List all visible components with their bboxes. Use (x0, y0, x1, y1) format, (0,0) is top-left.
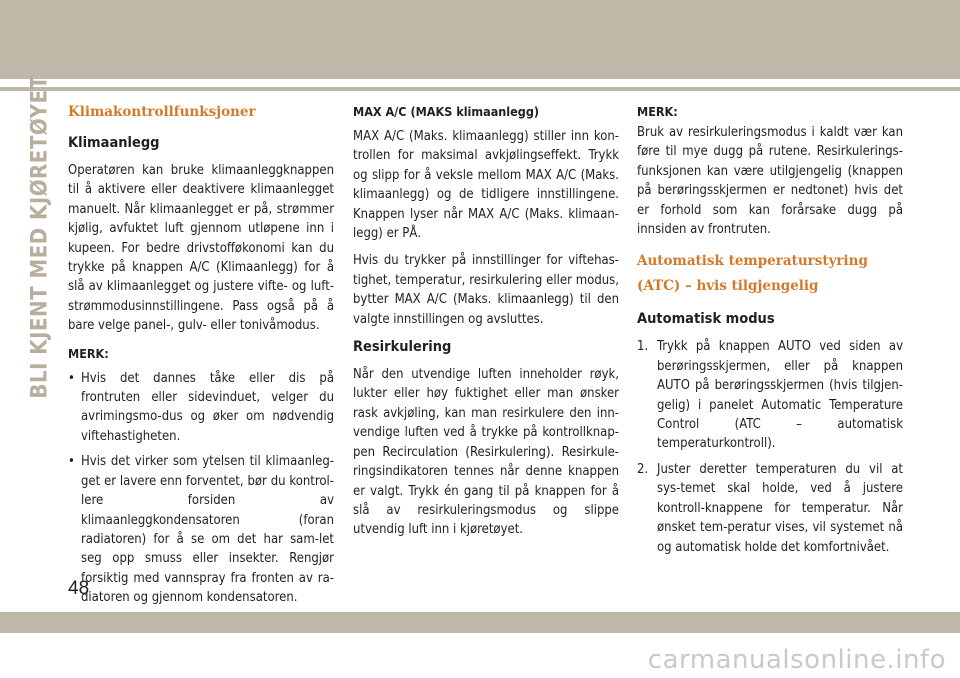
paragraph-recirc-note: Bruk av resirkuleringsmodus i kaldt vær kan føre til mye dugg på rutene. Resirkulerings-funksjonen kan være utilgjengelig (knappen på berøringsskjermen er nedtonet) hvis det er forhold som kan forårsake dugg på innsiden av frontruten. (637, 125, 903, 238)
step-text: Trykk på knappen AUTO ved siden av berøringsskjermen, eller på knappen AUTO på berøringsskjermen (hvis tilgjen-gelig) i panelet Automatic Temperature Control (ATC – automatisk temperaturkontroll). (657, 339, 903, 452)
section-heading-climate-functions: Klimakontrollfunksjoner (68, 104, 256, 120)
page-number: 48 (68, 578, 90, 599)
paragraph-max-ac-2: Hvis du trykker på innstillinger for viftehas-tighet, temperatur, resirkulering eller modus, bytter MAX A/C (Maks. klimaanlegg) til den valgte innstillingen og avsluttes. (353, 253, 619, 327)
note-label: MERK: (68, 345, 109, 361)
list-item (637, 460, 903, 557)
note-label: MERK: (637, 104, 678, 119)
subheading-automatic-mode: Automatisk modus (637, 311, 775, 328)
paragraph-ac-intro: Operatøren kan bruke klimaanleggknappen til å aktivere eller deaktivere klimaanlegget manuelt. Når klimaanlegget er på, strømmer kjølig, avfuktet luft gjennom utløpene inn i kupeen. For bedre drivstofføkonomi kan du trykke på knappen A/C (Klimaanlegg) for å slå av klimaanlegget og justere vifte- og luft-strømmodusinnstillingene. Pass også på å bare velge panel-, gulv- eller tonivåmodus. (68, 163, 334, 334)
column-left (68, 102, 334, 614)
list-item (637, 337, 903, 453)
step-text: Juster deretter temperaturen du vil at sys-temet skal holde, ved å justere kontroll-knappene for temperatur. Når ønsket tem-peratur vises, vil systemet nå og automatisk holde det komfortnivået. (657, 461, 903, 555)
heading-max-ac: MAX A/C (MAKS klimaanlegg) (353, 104, 540, 119)
paragraph-max-ac-1: MAX A/C (Maks. klimaanlegg) stiller inn kon-trollen for maksimal avkjølingseffekt. Trykk og slipp for å veksle mellom MAX A/C (Maks. klimaanlegg) og de tidligere innstillingene. Knappen lyser når MAX A/C (Maks. klimaan-legg) er PÅ. (353, 129, 619, 242)
step-number: 2. (637, 461, 649, 477)
list-item: • Hvis det dannes tåke eller dis på frontruten eller sidevinduet, velger du avrimingsmo-dus og øker om nødvendig viftehastigheten. (68, 369, 334, 447)
subheading-air-conditioning: Klimaanlegg (68, 135, 160, 151)
section-heading-atc: Automatisk temperaturstyring (ATC) – hvis tilgjengelig (637, 253, 868, 295)
paragraph-recirculation: Når den utvendige luften inneholder røyk, lukter eller høy fuktighet eller man ønsker rask avkjøling, kan man resirkulere den inn-vendige luften ved å trykke på kontrollknap-pen Recirculation (Resirkulering). Resirkule-ringsindikatoren tennes når denne knappen er valgt. Trykk én gang til på knappen for å slå av resirkuleringsmodus og slippe utvendig luft inn i kjøretøyet. (353, 367, 619, 538)
column-right (637, 102, 903, 563)
watermark: carmanualsonline.info (647, 645, 946, 675)
automatic-mode-steps (637, 337, 903, 556)
list-item: • Hvis det virker som ytelsen til klimaanleg-get er lavere enn forventet, bør du kontrol-lere forsiden av klimaanleggkondensatoren (foran radiatoren) for å se om det har sam-let seg opp smuss eller insekter. Rengjør forsiktig med vannspray fra fronten av ra-diatoren og gjennom kondensatoren. (68, 452, 334, 607)
header-rule (0, 87, 960, 91)
column-middle (353, 102, 619, 548)
subheading-recirculation: Resirkulering (353, 339, 452, 356)
step-number: 1. (637, 339, 649, 355)
chapter-side-title-text: BLI KJENT MED KJØRETØYET (27, 75, 53, 399)
header-band (0, 0, 960, 79)
footer-band (0, 612, 960, 633)
chapter-side-title (26, 75, 54, 399)
note-bullet-list (68, 369, 334, 608)
